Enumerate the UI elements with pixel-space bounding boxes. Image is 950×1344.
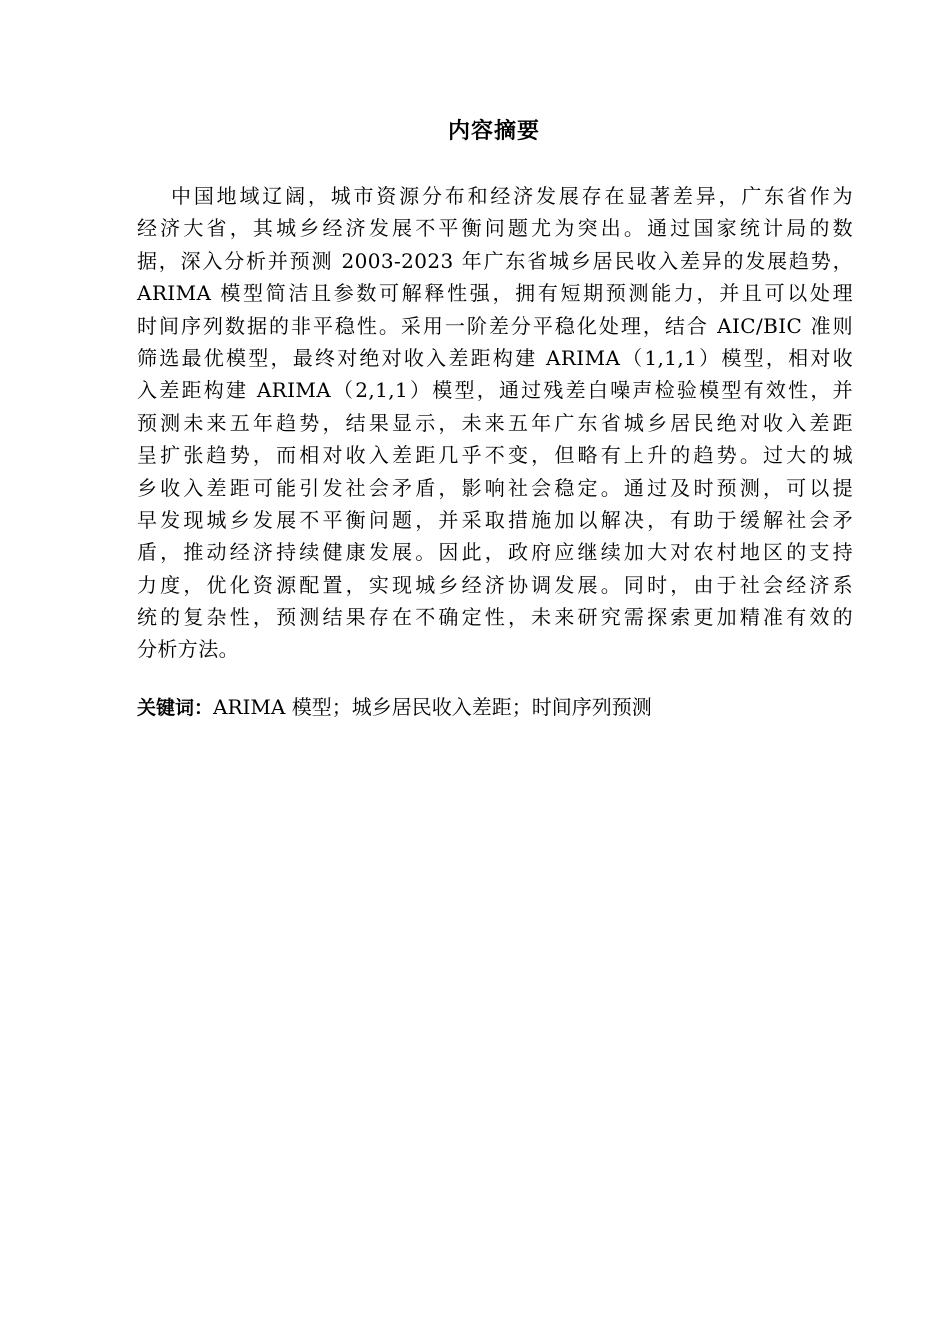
abstract-line: 统的复杂性，预测结果存在不确定性，未来研究需探索更加精准有效的 xyxy=(137,605,853,630)
abstract-line: 力度，优化资源配置，实现城乡经济协调发展。同时，由于社会经济系 xyxy=(137,572,853,597)
abstract-title: 内容摘要 xyxy=(447,119,540,144)
abstract-line: 盾，推动经济持续健康发展。因此，政府应继续加大对农村地区的支持 xyxy=(137,540,853,565)
abstract-line: 分析方法。 xyxy=(137,637,239,662)
keywords-label: 关键词： xyxy=(137,697,214,719)
abstract-line: 时间序列数据的非平稳性。采用一阶差分平稳化处理，结合 AIC/BIC 准则 xyxy=(137,313,853,338)
abstract-line: 呈扩张趋势，而相对收入差距几乎不变，但略有上升的趋势。过大的城 xyxy=(137,443,853,468)
abstract-line: 经济大省，其城乡经济发展不平衡问题尤为突出。通过国家统计局的数 xyxy=(137,216,853,241)
abstract-line: 早发现城乡发展不平衡问题，并采取措施加以解决，有助于缓解社会矛 xyxy=(137,507,853,532)
keywords-paragraph xyxy=(137,690,853,725)
abstract-line: 据，深入分析并预测 2003-2023 年广东省城乡居民收入差异的发展趋势， xyxy=(137,248,853,273)
abstract-line: ARIMA 模型简洁且参数可解释性强，拥有短期预测能力，并且可以处理 xyxy=(137,281,853,306)
abstract-line: 预测未来五年趋势，结果显示，未来五年广东省城乡居民绝对收入差距 xyxy=(137,410,853,435)
abstract-line: 筛选最优模型，最终对绝对收入差距构建 ARIMA（1,1,1）模型，相对收 xyxy=(137,345,853,370)
abstract-body xyxy=(137,180,853,666)
keywords-text: ARIMA 模型；城乡居民收入差距；时间序列预测 xyxy=(213,695,652,719)
abstract-line: 乡收入差距可能引发社会矛盾，影响社会稳定。通过及时预测，可以提 xyxy=(137,475,853,500)
abstract-line: 中国地域辽阔，城市资源分布和经济发展存在显著差异，广东省作为 xyxy=(171,184,853,208)
abstract-line: 入差距构建 ARIMA（2,1,1）模型，通过残差白噪声检验模型有效性，并 xyxy=(137,378,853,403)
